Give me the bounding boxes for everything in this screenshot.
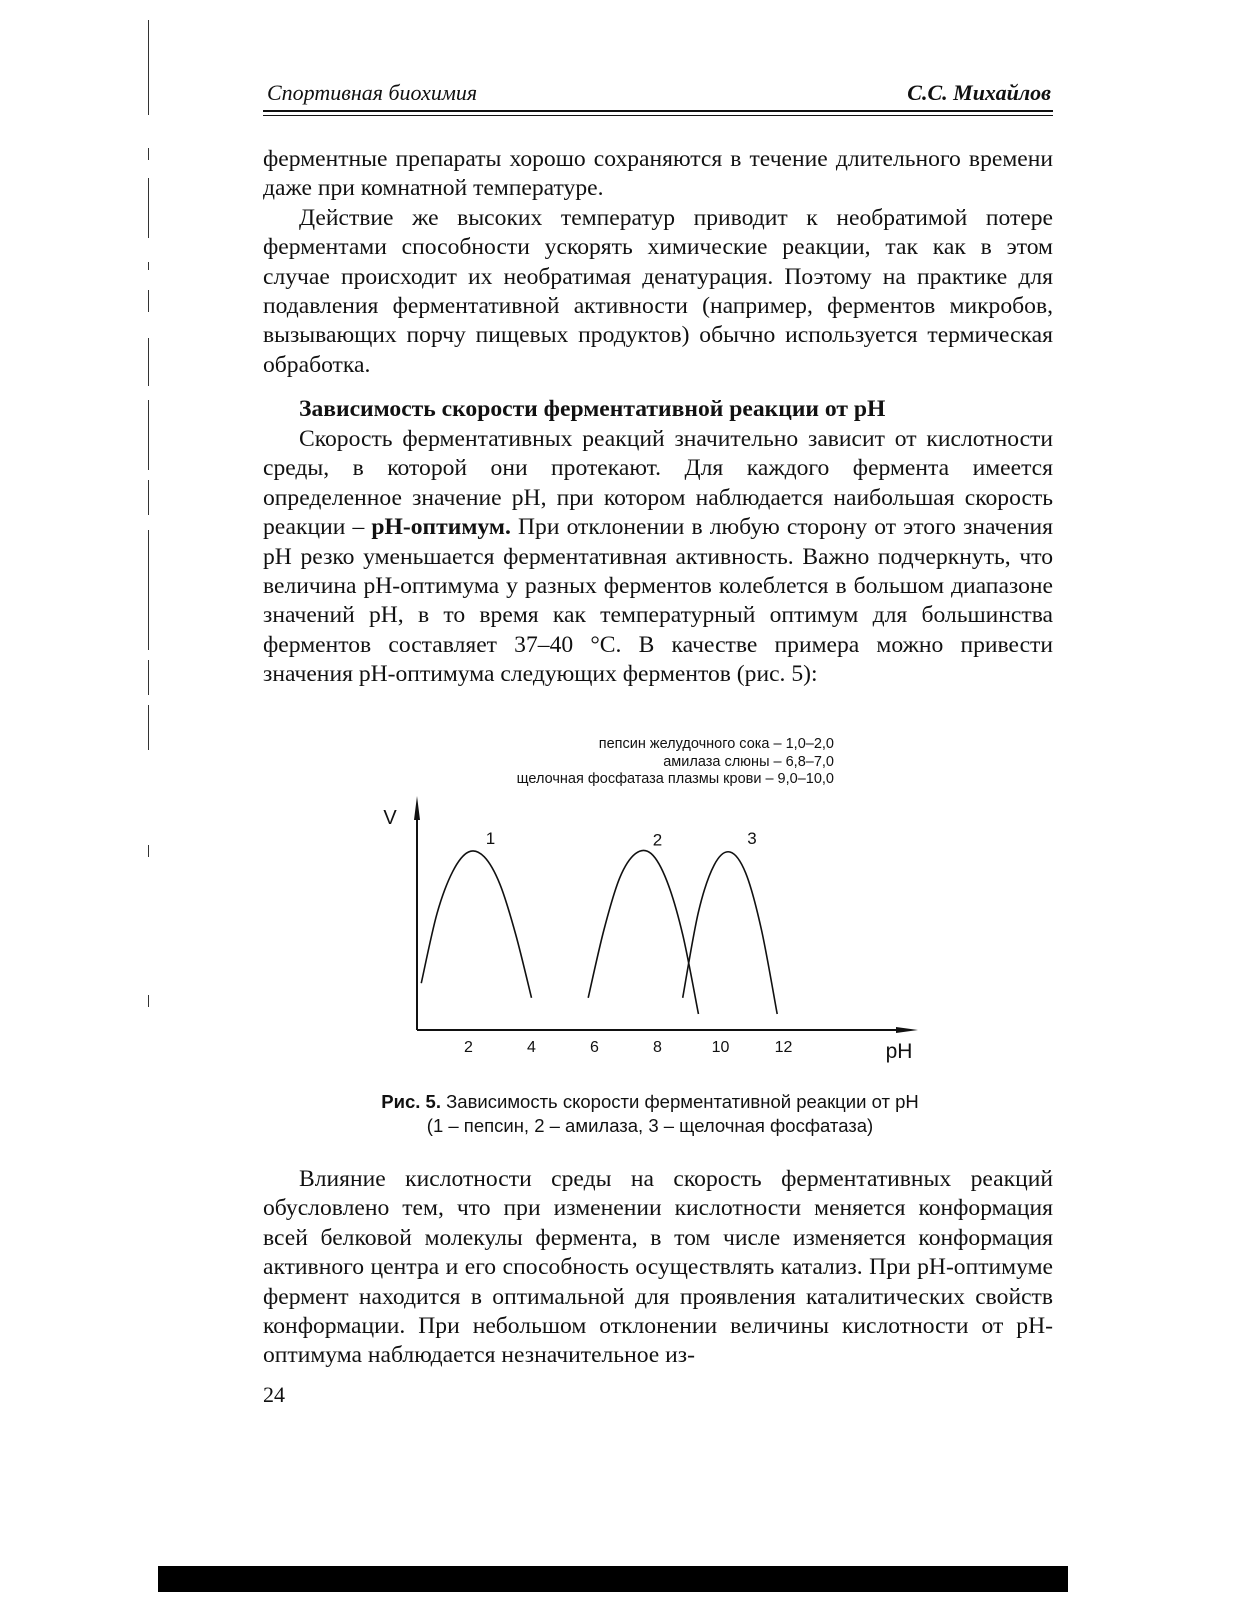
enzyme-item: пепсин желудочного сока – 1,0–2,0 — [598, 736, 834, 752]
curve-series-3 — [683, 852, 778, 1014]
header-book-title: Спортивная биохимия — [267, 80, 478, 105]
paragraph-text: При отклонении в любую сторону от этого значения pH резко уменьшается ферментативная активность. Важно подчеркнуть, что величина pH-оптимума у разных ферментов колеблется в большом диапазоне значений pH, в то время как температурный оптимум для большинства ферментов составляет 37–40 °С. В качестве примера можно привести значения pH-оптимума следующих ферментов (рис. 5): — [263, 514, 1053, 688]
x-tick-label: 6 — [590, 1039, 599, 1056]
page-number: 24 — [263, 1382, 285, 1407]
ph-activity-chart — [370, 790, 940, 1075]
x-tick-label: 2 — [464, 1039, 473, 1056]
scan-bottom-edge — [158, 1566, 1068, 1592]
paragraph: Действие же высоких температур приводит к необратимой потере ферментами способности ускорять химические реакции, так как в этом случае происходит их необратимая денатурация. Поэтому на практике для подавления ферментативной активности (например, ферментов микробов, вызывающих порчу пищевых продуктов) обычно используется термическая обработка. — [263, 204, 1053, 378]
x-axis-label: pH — [885, 1040, 913, 1063]
text-block-1 — [263, 145, 1053, 380]
header-rule-thin — [263, 115, 1053, 116]
paragraph: ферментные препараты хорошо сохраняются в течение длительного времени даже при комнатной температуре. — [263, 146, 1053, 202]
curve-label-3: 3 — [747, 829, 757, 848]
curve-label-2: 2 — [652, 830, 663, 850]
curve-label-1: 1 — [485, 829, 496, 848]
y-axis-arrow — [414, 796, 420, 820]
figure-caption — [250, 1090, 1050, 1138]
curve-series-1 — [421, 851, 531, 998]
text-block-3 — [263, 1165, 1053, 1371]
enzyme-item: щелочная фосфатаза плазмы крови – 9,0–10,0 — [516, 771, 834, 787]
paragraph: Влияние кислотности среды на скорость ферментативных реакций обусловлено тем, что при изменении кислотности меняется конформация всей белковой молекулы фермента, в том числе изменяется конформация активного центра и его способность осуществлять катализ. При pH-оптимуме фермент находится в оптимальной для проявления каталитических свойств конформации. При небольшом отклонении величины кислотности от pH-оптимума наблюдается незначительное из- — [263, 1166, 1053, 1369]
x-tick-label: 8 — [653, 1039, 662, 1056]
x-tick-label: 12 — [774, 1039, 793, 1056]
header-rule — [263, 110, 1053, 112]
enzyme-ph-list — [517, 736, 834, 789]
section-heading: Зависимость скорости ферментативной реакции от pH — [299, 396, 886, 422]
x-axis-arrow — [896, 1027, 918, 1033]
y-axis-label: V — [383, 807, 397, 829]
paragraph-text: Скорость ферментативных реакций значительно зависит от кислотности среды, в которой они протекают. Для каждого фермента имеется определенное значение pH, при котором наблюдается наибольшая скорость реакции – — [263, 426, 1053, 541]
running-header — [263, 80, 1053, 112]
figure-legend: (1 – пепсин, 2 – амилаза, 3 – щелочная фосфатаза) — [426, 1115, 874, 1136]
figure-title: Зависимость скорости ферментативной реакции от pH — [440, 1091, 919, 1112]
text-block-2 — [263, 425, 1053, 690]
header-author: С.С. Михайлов — [907, 80, 1051, 105]
scan-margin-marks — [145, 0, 165, 1100]
term-ph-optimum: pH-оптимум. — [371, 514, 511, 541]
x-tick-label: 10 — [711, 1039, 730, 1056]
curve-series-2 — [588, 850, 698, 1014]
figure-number: Рис. 5. — [381, 1091, 441, 1112]
enzyme-item: амилаза слюны – 6,8–7,0 — [663, 753, 834, 770]
x-tick-label: 4 — [527, 1039, 536, 1056]
paragraph — [263, 425, 1053, 690]
